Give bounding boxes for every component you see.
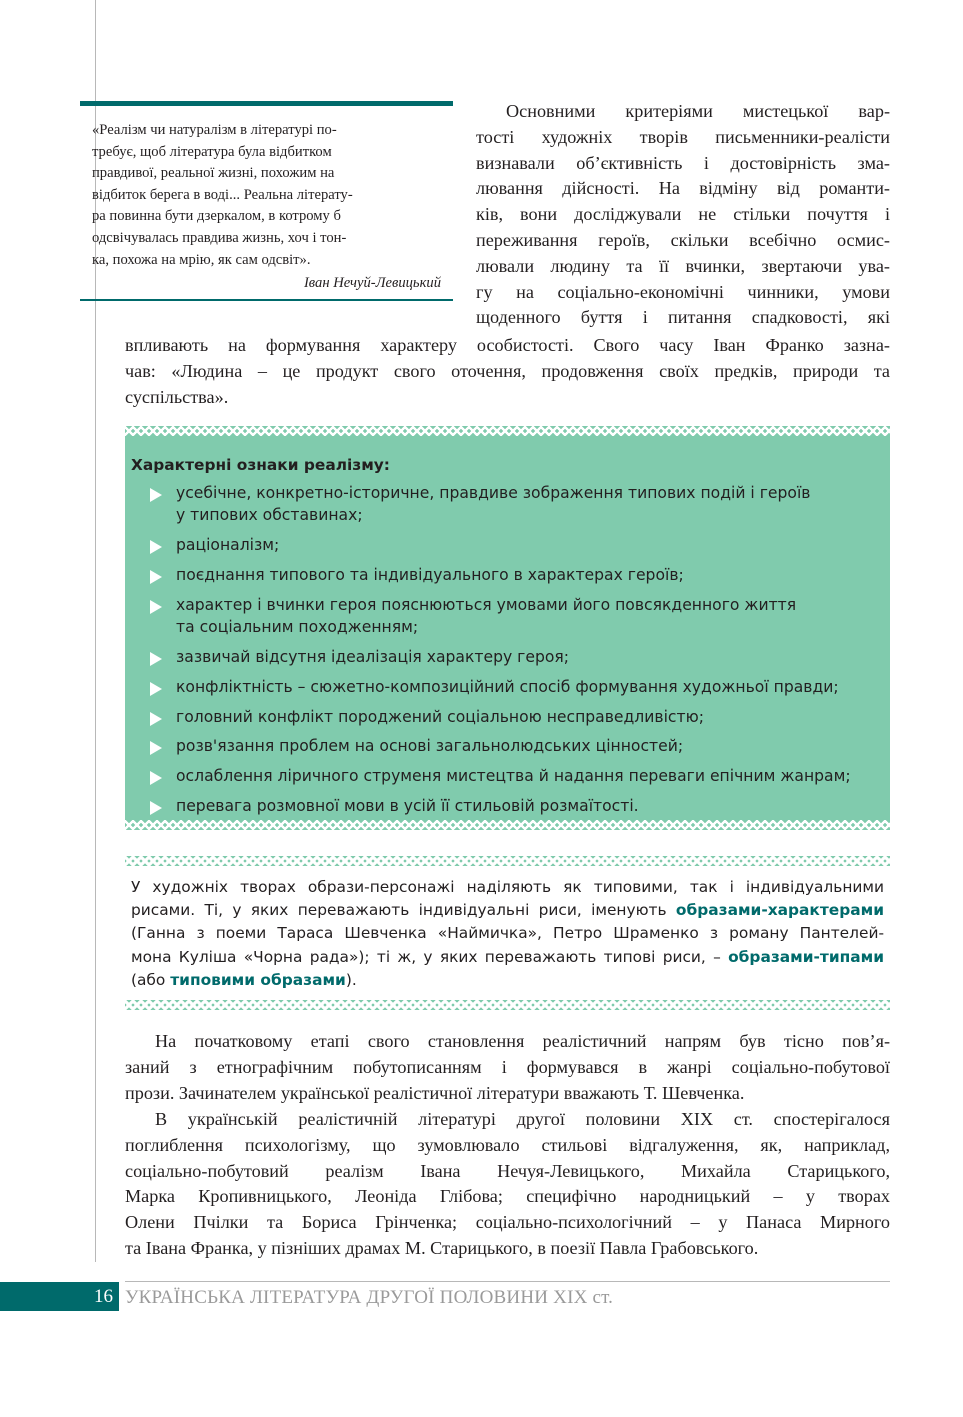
feature-item: розв'язання проблем на основі загальнолюдських цінностей; [131,735,880,757]
text-line: гу на соціально-економічні чинники, умови [476,281,890,302]
text-line: поглиблення психологізму, що зумовлювало стильові відгалуження, як, наприклад, [125,1134,890,1155]
triangle-bullet-icon [150,771,162,785]
features-title: Характерні ознаки реалізму: [131,456,390,474]
definition-box [125,856,890,1010]
text-line: мона Куліша «Чорна рада»); ті ж, у яких переважають типові риси, – образами-типами [131,947,884,966]
text-line: Основними критеріями мистецької вар- [506,101,890,121]
quote-line: відбиток берега в воді... Реальна літерату- [92,186,353,203]
text-line: заний з етнографічним побутописанням і формувався в жанрі соціально-побутової [125,1056,890,1077]
text-line: На початковому етапі свого становлення реалістичний напрям був тісно пов’я- [155,1031,890,1051]
quote-text [92,120,441,271]
realism-features-box [125,426,890,830]
body-text [125,1029,890,1262]
quote-line: ка, похожа на мрію, як сам одсвіт». [92,251,311,268]
definition-border-bottom [125,1000,890,1010]
feature-item: ослаблення ліричного струменя мистецтва й надання переваги епічним жанрам; [131,765,880,787]
text-line: та Івана Франка, у пізніших драмах М. Старицького, в поезії Павла Грабовського. [125,1238,759,1259]
quote-line: правдивої, реальної жизні, похожим на [92,165,335,182]
text-line: В українській реалістичній літературі другої половини ХІХ ст. спостерігалося [155,1108,890,1129]
text-line: прози. Зачинателем української реалістичної літератури вважають Т. Шевченка. [125,1082,745,1103]
triangle-bullet-icon [150,600,162,614]
text-line: ків, вони досліджували не стільки почуття і [476,204,890,225]
text-line: чав: «Людина – це продукт свого оточення, продовження своїх предків, природи та [125,360,890,381]
text-line: У художніх творах образи-персонажі наділяють як типовими, так і індивідуальними [131,878,884,896]
zigzag-border-bottom [125,820,890,830]
text-line: тості художніх творів письменники-реалісти [476,126,890,147]
triangle-bullet-icon [150,801,162,815]
text-line: визнавали об’єктивність і достовірність зма- [476,152,890,173]
intro-paragraph-continued [125,333,890,410]
text-line: суспільства». [125,386,229,407]
intro-paragraph [476,99,890,331]
term-types: образами-типами [728,947,884,966]
triangle-bullet-icon [150,570,162,584]
quote-author: Іван Нечуй-Левицький [303,275,441,292]
quote-top-rule [80,101,453,106]
text-line: впливають на формування характеру особистості. Свого часу Іван Франко зазна- [125,335,890,355]
feature-item: перевага розмовної мови в усій її стильовій розмаїтості. [131,795,880,817]
triangle-bullet-icon [150,682,162,696]
text-line: (або типовими образами). [131,970,357,989]
text-line: Марка Кропивницького, Леоніда Глібова; специфічно народницький – у творах [125,1186,890,1207]
footer-rule [125,1281,890,1282]
features-list [131,482,880,817]
text-line: щоденного буття і питання спадковості, які [476,307,890,328]
feature-item: головний конфлікт породжений соціальною несправедливістю; [131,706,880,728]
text-line: (Ганна з поеми Тараса Шевченка «Наймичка», Петро Шраменко з роману Пантелей- [131,924,884,943]
epigraph-quote [80,101,453,301]
feature-item: усебічне, конкретно-історичне, правдиве зображення типових подій і героїв у типових обставинах; [131,482,880,527]
term-characters: образами-характерами [675,901,884,920]
quote-line: одсвічувалась правдива жизнь, хоч і тон- [92,229,347,246]
quote-line: требує, щоб література була відбитком [92,143,332,160]
feature-item: зазвичай відсутня ідеалізація характеру героя; [131,646,880,668]
quote-bottom-rule [80,299,453,301]
definition-text [131,876,884,992]
feature-item: поєднання типового та індивідуального в характерах героїв; [131,564,880,586]
triangle-bullet-icon [150,652,162,666]
quote-line: «Реалізм чи натуралізм в літературі по- [92,122,337,138]
text-line: рисами. Ті, у яких переважають індивідуальні риси, іменують образами-характерами [131,901,884,920]
quote-line: ра повинна бути дзеркалом, в котрому б [92,208,341,225]
text-line: лювання дійсності. На відміну від романти- [476,178,890,199]
text-line: лювали людину та її вчинки, звертаючи ува- [476,255,890,276]
triangle-bullet-icon [150,712,162,726]
running-footer-title: УКРАЇНСЬКА ЛІТЕРАТУРА ДРУГОЇ ПОЛОВИНИ ХІХ ст. [125,1287,614,1308]
text-line: Олени Пчілки та Бориса Грінченка; соціально-психологічний – у Панаса Мирного [125,1212,890,1233]
triangle-bullet-icon [150,741,162,755]
definition-border-top [125,856,890,866]
text-line: переживання героїв, скільки всебічно осмис- [476,229,890,250]
term-typical-images: типовими образами [170,970,346,989]
triangle-bullet-icon [150,488,162,502]
feature-item: характер і вчинки героя пояснюються умовами його повсякденного життя та соціальним походженням; [131,594,880,639]
zigzag-border-top [125,426,890,436]
text-line: соціально-побутовий реалізм Івана Нечуя-Левицького, Михайла Старицького, [125,1160,890,1181]
feature-item: конфліктність – сюжетно-композиційний спосіб формування художньої правди; [131,676,880,698]
triangle-bullet-icon [150,540,162,554]
page-number: 16 [0,1282,119,1311]
feature-item: раціоналізм; [131,534,880,556]
